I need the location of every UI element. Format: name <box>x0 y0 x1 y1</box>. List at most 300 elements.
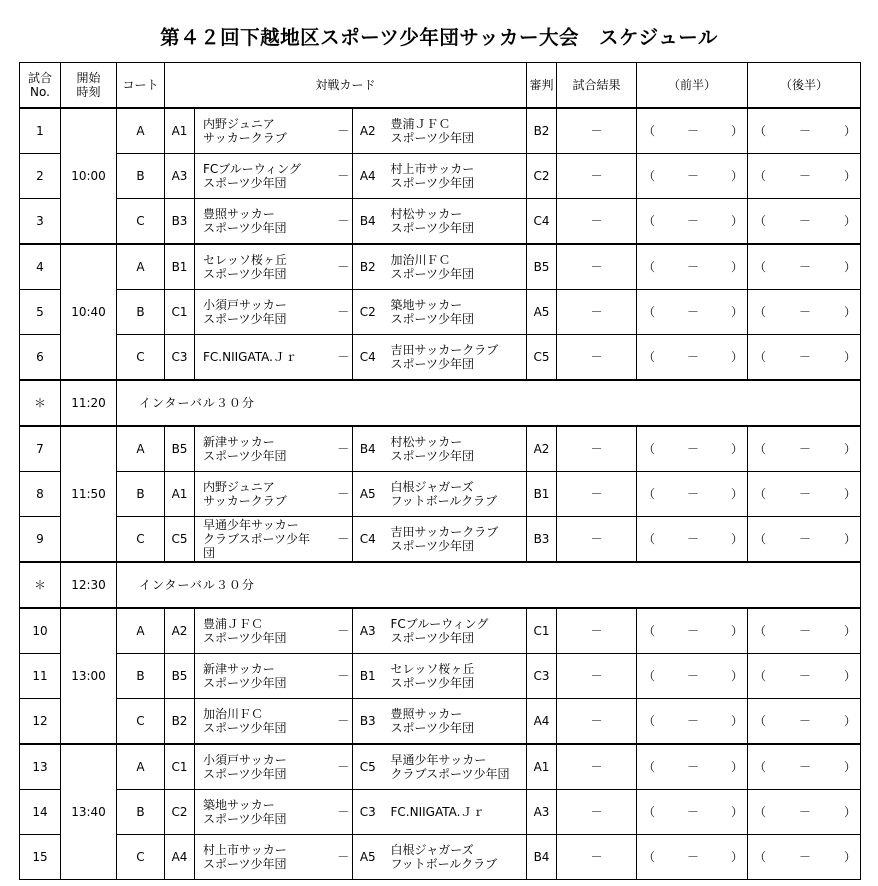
paren-open: （ <box>643 532 656 546</box>
match-no: 8 <box>20 472 61 517</box>
match-result: － <box>557 517 637 563</box>
score-dash: － <box>798 714 811 728</box>
court: B <box>117 290 165 335</box>
match-row <box>20 699 861 745</box>
referee: A1 <box>527 744 557 790</box>
team-a-name-line: スポーツ少年団 <box>203 721 287 735</box>
referee: A4 <box>527 699 557 745</box>
first-half-score <box>637 335 748 381</box>
team-a-name-line: 築地サッカー <box>203 798 275 812</box>
team-b-name-line: スポーツ少年団 <box>390 221 475 235</box>
first-half-score <box>637 290 748 335</box>
team-b-name-line: 吉田サッカークラブ <box>390 525 499 539</box>
paren-close: ） <box>843 624 856 638</box>
referee: C5 <box>527 335 557 381</box>
score-dash: － <box>798 214 811 228</box>
score-dash: － <box>686 850 699 864</box>
first-half-score <box>637 244 748 290</box>
match-no: 1 <box>20 108 61 154</box>
team-a-name-line: FCブルーウィング <box>203 162 301 176</box>
team-a-name <box>195 654 335 699</box>
team-a-code: A3 <box>165 154 195 199</box>
interval-label: インターバル３０分 <box>117 380 861 426</box>
match-row <box>20 108 861 154</box>
team-b-code: A4 <box>353 154 383 199</box>
team-b-code: C4 <box>353 335 383 381</box>
paren-open: （ <box>754 805 767 819</box>
paren-close: ） <box>730 624 743 638</box>
paren-close: ） <box>843 350 856 364</box>
match-no: 9 <box>20 517 61 563</box>
team-a-name-line: スポーツ少年団 <box>203 767 287 781</box>
interval-time: 11:20 <box>61 380 117 426</box>
team-b-name-line: スポーツ少年団 <box>390 176 475 190</box>
first-half-score <box>637 108 748 154</box>
team-a-name <box>195 290 335 335</box>
court: A <box>117 608 165 654</box>
team-a-code: C3 <box>165 335 195 381</box>
score-dash: － <box>686 760 699 774</box>
paren-open: （ <box>643 487 656 501</box>
team-b-name-line: セレッソ桜ヶ丘 <box>390 662 475 676</box>
paren-close: ） <box>730 760 743 774</box>
team-b-name-line: スポーツ少年団 <box>390 131 475 145</box>
team-a-name-line: スポーツ少年団 <box>203 267 287 281</box>
team-a-code: B2 <box>165 699 195 745</box>
team-b-name <box>383 154 527 199</box>
paren-close: ） <box>843 714 856 728</box>
paren-open: （ <box>754 260 767 274</box>
match-result: － <box>557 199 637 245</box>
court: C <box>117 699 165 745</box>
court: C <box>117 199 165 245</box>
paren-open: （ <box>754 760 767 774</box>
court: B <box>117 654 165 699</box>
team-b-name-line: スポーツ少年団 <box>390 721 475 735</box>
paren-open: （ <box>754 714 767 728</box>
team-a-name <box>195 199 335 245</box>
referee: A3 <box>527 790 557 835</box>
header-court: コート <box>117 63 165 109</box>
second-half-score <box>748 244 861 290</box>
versus-dash: － <box>335 699 353 745</box>
team-b-name-line: クラブスポーツ少年団 <box>390 767 510 781</box>
match-no: 2 <box>20 154 61 199</box>
score-dash: － <box>798 760 811 774</box>
match-result: － <box>557 426 637 472</box>
referee: C2 <box>527 154 557 199</box>
team-a-code: A1 <box>165 108 195 154</box>
team-b-code: C4 <box>353 517 383 563</box>
team-b-name <box>383 835 527 880</box>
score-dash: － <box>798 805 811 819</box>
schedule-body <box>20 108 861 880</box>
team-a-name-line: セレッソ桜ヶ丘 <box>203 253 287 267</box>
interval-row <box>20 562 861 608</box>
match-result: － <box>557 835 637 880</box>
paren-close: ） <box>843 805 856 819</box>
team-b-name <box>383 608 527 654</box>
match-no: 4 <box>20 244 61 290</box>
first-half-score <box>637 426 748 472</box>
match-no: 11 <box>20 654 61 699</box>
second-half-score <box>748 108 861 154</box>
referee: B4 <box>527 835 557 880</box>
match-result: － <box>557 335 637 381</box>
first-half-score <box>637 472 748 517</box>
team-a-name-line: 豊浦ＪＦＣ <box>203 617 264 631</box>
second-half-score <box>748 517 861 563</box>
team-a-name-line: FC.NIIGATA.Ｊｒ <box>203 350 297 364</box>
header-result: 試合結果 <box>557 63 637 109</box>
team-b-name-line: 村松サッカー <box>390 207 463 221</box>
score-dash: － <box>686 532 699 546</box>
match-result: － <box>557 108 637 154</box>
match-row <box>20 744 861 790</box>
match-no: 10 <box>20 608 61 654</box>
team-b-name-line: スポーツ少年団 <box>390 357 475 371</box>
team-b-name-line: 吉田サッカークラブ <box>390 343 499 357</box>
team-b-code: A5 <box>353 472 383 517</box>
team-a-name <box>195 108 335 154</box>
versus-dash: － <box>335 108 353 154</box>
paren-close: ） <box>843 850 856 864</box>
court: B <box>117 154 165 199</box>
paren-open: （ <box>754 350 767 364</box>
team-b-name-line: 豊浦ＪＦＣ <box>390 117 451 131</box>
second-half-score <box>748 154 861 199</box>
header-referee: 審判 <box>527 63 557 109</box>
team-a-name-line: サッカークラブ <box>203 494 287 508</box>
match-no: 13 <box>20 744 61 790</box>
team-b-code: B4 <box>353 426 383 472</box>
team-a-name-line: スポーツ少年団 <box>203 449 287 463</box>
team-a-name-line: クラブスポーツ少年 <box>203 532 311 546</box>
header-start-time: 開始 時刻 <box>61 63 117 109</box>
team-b-name <box>383 335 527 381</box>
paren-close: ） <box>730 169 743 183</box>
header-second-half: （後半） <box>748 63 861 109</box>
team-b-name-line: 加治川ＦＣ <box>390 253 451 267</box>
team-a-name-line: 豊照サッカー <box>203 207 275 221</box>
start-time: 11:50 <box>61 426 117 562</box>
match-result: － <box>557 699 637 745</box>
referee: B3 <box>527 517 557 563</box>
second-half-score <box>748 744 861 790</box>
team-b-name <box>383 654 527 699</box>
versus-dash: － <box>335 608 353 654</box>
paren-close: ） <box>843 260 856 274</box>
versus-dash: － <box>335 517 353 563</box>
versus-dash: － <box>335 472 353 517</box>
score-dash: － <box>798 124 811 138</box>
team-a-name <box>195 744 335 790</box>
team-a-name-line: 早通少年サッカー <box>203 518 299 532</box>
paren-open: （ <box>754 532 767 546</box>
paren-open: （ <box>754 624 767 638</box>
paren-close: ） <box>843 214 856 228</box>
team-b-name <box>383 699 527 745</box>
paren-open: （ <box>643 442 656 456</box>
start-time: 10:00 <box>61 108 117 244</box>
team-b-code: A2 <box>353 108 383 154</box>
versus-dash: － <box>335 244 353 290</box>
match-result: － <box>557 744 637 790</box>
team-b-name-line: スポーツ少年団 <box>390 312 475 326</box>
match-no: 7 <box>20 426 61 472</box>
paren-close: ） <box>730 714 743 728</box>
team-a-name-line: スポーツ少年団 <box>203 221 287 235</box>
score-dash: － <box>686 624 699 638</box>
team-a-code: A4 <box>165 835 195 880</box>
team-b-name <box>383 472 527 517</box>
score-dash: － <box>798 260 811 274</box>
team-b-name-line: 早通少年サッカー <box>390 753 487 767</box>
score-dash: － <box>798 350 811 364</box>
team-b-name-line: フットボールクラブ <box>390 494 498 508</box>
team-a-name-line: スポーツ少年団 <box>203 676 287 690</box>
first-half-score <box>637 517 748 563</box>
paren-close: ） <box>843 305 856 319</box>
interval-row <box>20 380 861 426</box>
paren-close: ） <box>843 124 856 138</box>
match-row <box>20 654 861 699</box>
paren-open: （ <box>643 850 656 864</box>
team-a-name-line: スポーツ少年団 <box>203 176 287 190</box>
interval-label: インターバル３０分 <box>117 562 861 608</box>
score-dash: － <box>686 487 699 501</box>
versus-dash: － <box>335 199 353 245</box>
team-b-code: A3 <box>353 608 383 654</box>
team-b-name <box>383 790 527 835</box>
team-b-name <box>383 244 527 290</box>
match-row <box>20 290 861 335</box>
paren-open: （ <box>643 124 656 138</box>
paren-open: （ <box>643 669 656 683</box>
score-dash: － <box>686 260 699 274</box>
paren-open: （ <box>754 442 767 456</box>
team-a-name <box>195 790 335 835</box>
team-b-code: B3 <box>353 699 383 745</box>
team-a-code: B3 <box>165 199 195 245</box>
referee: B2 <box>527 108 557 154</box>
paren-open: （ <box>754 214 767 228</box>
second-half-score <box>748 608 861 654</box>
second-half-score <box>748 426 861 472</box>
team-b-name-line: FCブルーウィング <box>390 617 489 631</box>
match-result: － <box>557 654 637 699</box>
match-result: － <box>557 790 637 835</box>
team-a-code: B1 <box>165 244 195 290</box>
referee: C3 <box>527 654 557 699</box>
paren-open: （ <box>754 169 767 183</box>
team-b-name-line: 築地サッカー <box>390 298 463 312</box>
first-half-score <box>637 154 748 199</box>
team-a-name-line: スポーツ少年団 <box>203 631 287 645</box>
versus-dash: － <box>335 744 353 790</box>
paren-close: ） <box>730 669 743 683</box>
match-no: 5 <box>20 290 61 335</box>
team-b-name <box>383 290 527 335</box>
score-dash: － <box>686 714 699 728</box>
versus-dash: － <box>335 835 353 880</box>
paren-open: （ <box>754 487 767 501</box>
match-row <box>20 472 861 517</box>
match-result: － <box>557 244 637 290</box>
match-result: － <box>557 290 637 335</box>
paren-close: ） <box>843 760 856 774</box>
match-row <box>20 517 861 563</box>
score-dash: － <box>798 487 811 501</box>
first-half-score <box>637 744 748 790</box>
team-a-name <box>195 335 335 381</box>
paren-close: ） <box>843 669 856 683</box>
match-result: － <box>557 608 637 654</box>
team-b-name-line: スポーツ少年団 <box>390 631 475 645</box>
team-b-code: C3 <box>353 790 383 835</box>
team-a-code: A1 <box>165 472 195 517</box>
score-dash: － <box>686 124 699 138</box>
team-a-name-line: 内野ジュニア <box>203 117 275 131</box>
header-matchup: 対戦カード <box>165 63 527 109</box>
header-game-no: 試合 No. <box>20 63 61 109</box>
versus-dash: － <box>335 426 353 472</box>
team-a-code: C1 <box>165 744 195 790</box>
page-title: 第４２回下越地区スポーツ少年団サッカー大会 スケジュール <box>160 26 718 49</box>
paren-close: ） <box>730 124 743 138</box>
team-a-name <box>195 426 335 472</box>
paren-open: （ <box>643 805 656 819</box>
team-a-name-line: 新津サッカー <box>203 435 275 449</box>
paren-open: （ <box>643 169 656 183</box>
team-b-code: B2 <box>353 244 383 290</box>
score-dash: － <box>686 169 699 183</box>
paren-close: ） <box>730 350 743 364</box>
score-dash: － <box>798 305 811 319</box>
court: C <box>117 335 165 381</box>
score-dash: － <box>798 532 811 546</box>
referee: B5 <box>527 244 557 290</box>
score-dash: － <box>798 442 811 456</box>
paren-open: （ <box>754 669 767 683</box>
second-half-score <box>748 335 861 381</box>
court: C <box>117 835 165 880</box>
team-a-name <box>195 608 335 654</box>
interval-mark: ＊ <box>20 562 61 608</box>
second-half-score <box>748 199 861 245</box>
paren-open: （ <box>754 124 767 138</box>
start-time: 13:00 <box>61 608 117 744</box>
first-half-score <box>637 699 748 745</box>
match-row <box>20 426 861 472</box>
match-row <box>20 835 861 880</box>
paren-close: ） <box>730 850 743 864</box>
paren-open: （ <box>643 714 656 728</box>
team-a-code: C5 <box>165 517 195 563</box>
score-dash: － <box>686 350 699 364</box>
interval-time: 12:30 <box>61 562 117 608</box>
match-row <box>20 154 861 199</box>
score-dash: － <box>798 850 811 864</box>
team-b-name-line: 豊照サッカー <box>390 707 463 721</box>
match-no: 3 <box>20 199 61 245</box>
team-a-name <box>195 244 335 290</box>
team-a-name-line: 団 <box>203 546 216 560</box>
team-a-name <box>195 154 335 199</box>
second-half-score <box>748 835 861 880</box>
team-b-code: C2 <box>353 290 383 335</box>
team-a-code: C1 <box>165 290 195 335</box>
versus-dash: － <box>335 790 353 835</box>
score-dash: － <box>686 805 699 819</box>
team-b-name <box>383 744 527 790</box>
first-half-score <box>637 199 748 245</box>
paren-open: （ <box>754 850 767 864</box>
team-a-code: A2 <box>165 608 195 654</box>
paren-open: （ <box>754 305 767 319</box>
court: A <box>117 426 165 472</box>
referee: C1 <box>527 608 557 654</box>
versus-dash: － <box>335 335 353 381</box>
team-a-name <box>195 835 335 880</box>
team-b-code: B1 <box>353 654 383 699</box>
team-a-name-line: 新津サッカー <box>203 662 275 676</box>
team-a-name-line: 加治川ＦＣ <box>203 707 264 721</box>
team-b-name <box>383 108 527 154</box>
team-b-name-line: スポーツ少年団 <box>390 267 475 281</box>
team-b-code: A5 <box>353 835 383 880</box>
schedule-table <box>19 62 861 880</box>
paren-close: ） <box>843 169 856 183</box>
team-b-name-line: 村松サッカー <box>390 435 463 449</box>
match-row <box>20 199 861 245</box>
court: C <box>117 517 165 563</box>
paren-close: ） <box>730 442 743 456</box>
paren-close: ） <box>730 305 743 319</box>
start-time: 10:40 <box>61 244 117 380</box>
match-no: 15 <box>20 835 61 880</box>
team-a-code: B5 <box>165 426 195 472</box>
team-b-name-line: 白根ジャガーズ <box>390 480 474 494</box>
paren-close: ） <box>843 487 856 501</box>
team-a-code: B5 <box>165 654 195 699</box>
first-half-score <box>637 790 748 835</box>
score-dash: － <box>686 305 699 319</box>
second-half-score <box>748 654 861 699</box>
paren-close: ） <box>730 487 743 501</box>
match-result: － <box>557 472 637 517</box>
team-b-name-line: スポーツ少年団 <box>390 449 475 463</box>
match-row <box>20 335 861 381</box>
court: B <box>117 472 165 517</box>
court: A <box>117 244 165 290</box>
paren-open: （ <box>643 214 656 228</box>
court: B <box>117 790 165 835</box>
paren-open: （ <box>643 305 656 319</box>
team-b-name-line: 白根ジャガーズ <box>390 843 474 857</box>
score-dash: － <box>798 169 811 183</box>
paren-close: ） <box>843 532 856 546</box>
second-half-score <box>748 472 861 517</box>
team-b-name-line: スポーツ少年団 <box>390 676 475 690</box>
paren-close: ） <box>730 260 743 274</box>
team-a-name-line: スポーツ少年団 <box>203 312 287 326</box>
team-a-name-line: 小須戸サッカー <box>203 298 287 312</box>
score-dash: － <box>686 442 699 456</box>
first-half-score <box>637 835 748 880</box>
team-a-name-line: スポーツ少年団 <box>203 857 287 871</box>
match-row <box>20 608 861 654</box>
